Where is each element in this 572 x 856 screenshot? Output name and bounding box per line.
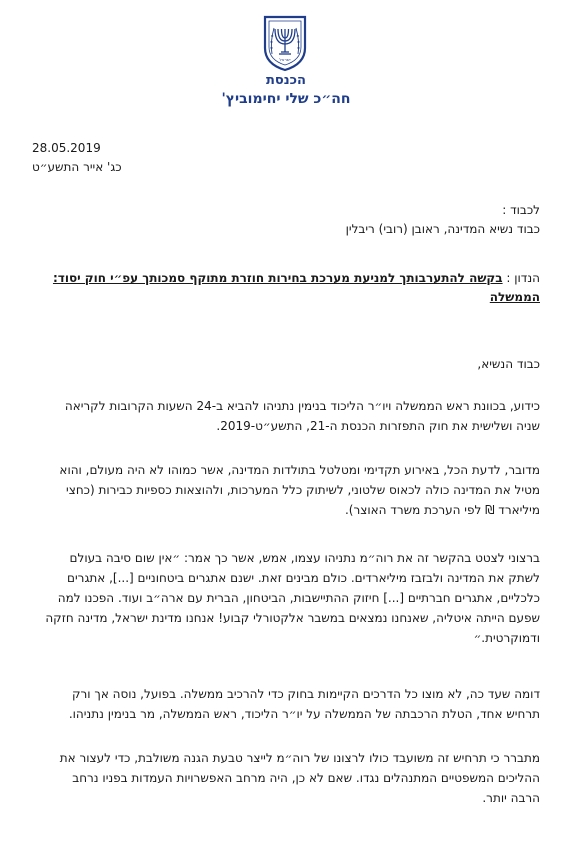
- org-name: הכנסת: [266, 73, 306, 88]
- svg-text:ישראל: ישראל: [279, 57, 291, 62]
- paragraph-line: ברצוני לצטט בהקשר זה את רוה״מ נתניהו עצמו, אמש, אשר כך אמר: ״אין שום סיבה בעולם: [69, 551, 540, 565]
- paragraph-line: מיליארד ₪ לפי הערכת משרד האוצר).: [344, 503, 540, 517]
- paragraph-line: שפעם הייתה איטליה, שאנחנו נמצאים במשבר אלקטורלי קבוע! אנחנו מדינת ישראל, מדינה חזקה: [45, 611, 540, 625]
- mk-name: חה״כ שלי יחימוביץ': [221, 91, 351, 107]
- greeting: כבוד הנשיא,: [477, 357, 540, 371]
- subject-line: [53, 271, 540, 285]
- paragraph-line: תרחיש אחד, הטלת הרכבתה של הממשלה על יו״ר הליכוד, ראש הממשלה, מר בנימין נתניהו.: [68, 707, 540, 721]
- paragraph-line: מתברר כי תרחיש זה משועבד כולו לרצונו של רוה״מ לייצר טבעת הגנה משולבת, כדי לעצור את: [59, 751, 540, 765]
- recipient: כבוד נשיא המדינה, ראובן (רובי) ריבלין: [345, 222, 540, 236]
- paragraph-line: הרבה יותר.: [482, 791, 540, 805]
- paragraph-line: לשתק את המדינה ולבזבז מיליארדים. כולם מבינים זאת. ישנם אתגרים ביטחוניים [...], אתגרים: [67, 571, 540, 585]
- date-hebrew: כג' אייר התשע״ט: [32, 160, 122, 174]
- knesset-emblem-icon: [261, 14, 309, 72]
- subject-text: בקשה להתערבותך למניעת מערכת בחירות חוזרת מתוקף סמכותך עפ״י חוק יסוד:: [52, 271, 503, 285]
- subject-text-continued: הממשלה: [489, 290, 540, 304]
- paragraph: [30, 548, 540, 648]
- paragraph: [30, 748, 540, 808]
- paragraph-line: מטיל את המדינה כולה לכאוס שלטוני, לשיתוק כלל המערכות, ולהוצאות כספיות כבירות (כחצי: [66, 483, 540, 497]
- date-gregorian: 28.05.2019: [32, 141, 101, 155]
- subject-label: הנדון :: [506, 271, 540, 285]
- paragraph-line: כידוע, בכוונת ראש הממשלה ויו״ר הליכוד בנימין נתניהו להביא ב-24 השעות הקרובות לקריאה: [64, 399, 540, 413]
- paragraph: [30, 684, 540, 724]
- paragraph-line: שניה ושלישית את חוק התפזרות הכנסת ה-21, התשע״ט-2019.: [216, 419, 540, 433]
- paragraph-line: כלכליים, אתגרים חברתיים [...] חיזוק ההתיישבות, הביטחון, הברית עם ארה״ב ועוד. הפכנו למה: [57, 591, 540, 605]
- paragraph-line: ודמוקרטית.״: [473, 631, 540, 645]
- to-label: לכבוד :: [502, 203, 540, 217]
- paragraph: [30, 396, 540, 436]
- paragraph: [30, 460, 540, 520]
- paragraph-line: ההליכים המשפטיים המתנהלים נגדו. שאם לא כן, היה מרחב האפשרויות העמדות בפניו נרחב: [72, 771, 540, 785]
- paragraph-line: דומה שעד כה, לא מוצו כל הדרכים הקיימות בחוק כדי להרכיב ממשלה. בפועל, נוסה אך ורק: [72, 687, 540, 701]
- paragraph-line: מדובר, לדעת הכל, באירוע תקדימי ומטלטל בתולדות המדינה, אשר כמוהו לא היה מעולם, והוא: [59, 463, 540, 477]
